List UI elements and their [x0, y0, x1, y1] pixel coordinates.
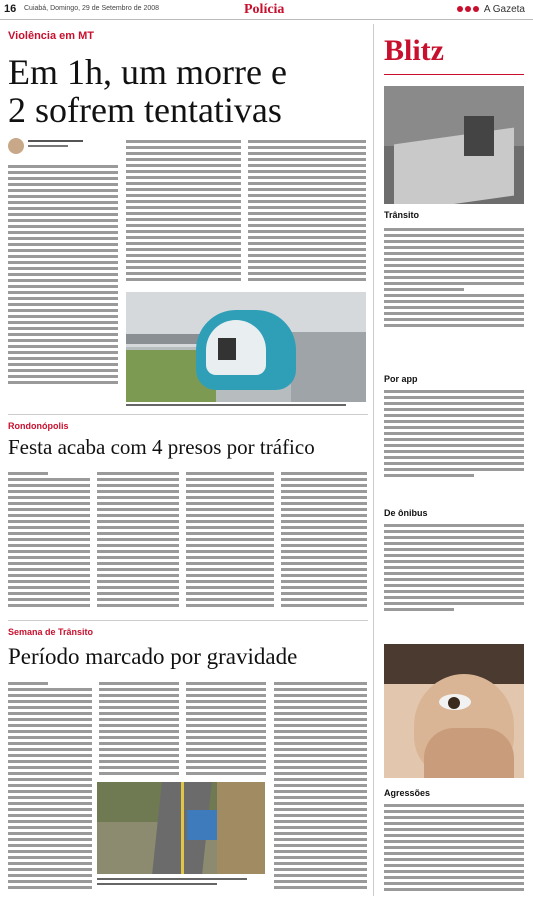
story3-kicker: Semana de Trânsito: [8, 627, 94, 637]
story1-headline-line1: Em 1h, um morre e: [8, 52, 287, 92]
story1-photo: [126, 292, 366, 402]
story1-byline: [28, 140, 108, 150]
sidebar-title-rule: [384, 74, 524, 75]
brand-logo-icon: [457, 4, 481, 15]
sidebar-sub2: Por app: [384, 374, 418, 384]
story1-col3: [248, 140, 366, 286]
story3-photo: [97, 782, 265, 874]
story1-caption: [126, 404, 366, 409]
sidebar-photo2: [384, 644, 524, 778]
story2-col1: [8, 472, 90, 612]
story2-col3: [186, 472, 274, 612]
page-header: [0, 0, 533, 20]
sidebar-sub3: De ônibus: [384, 508, 428, 518]
story3-col1: [8, 682, 92, 896]
story3-headline: Período marcado por gravidade: [8, 644, 298, 669]
rule2: [8, 620, 368, 621]
story3-caption: [97, 878, 265, 888]
story1-kicker: Violência em MT: [8, 30, 94, 42]
story1-headline-line2: 2 sofrem tentativas: [8, 89, 282, 130]
page-number: 16: [4, 3, 17, 15]
rule1: [8, 414, 368, 415]
sidebar-photo1: [384, 86, 524, 204]
section-name: Polícia: [244, 2, 285, 17]
sidebar-sub4: Agressões: [384, 788, 431, 798]
story2-col2: [97, 472, 179, 612]
sidebar-text2: [384, 390, 524, 492]
sidebar-sub1: Trânsito: [384, 210, 420, 220]
sidebar-text1: [384, 228, 524, 358]
brand-name: A Gazeta: [483, 4, 525, 15]
sidebar-text4: [384, 804, 524, 896]
story2-col4: [281, 472, 367, 612]
story1-col1: [8, 165, 118, 393]
story1-headline: [8, 54, 368, 130]
story2-headline: Festa acaba com 4 presos por tráfico: [8, 435, 315, 459]
column-divider: [373, 24, 374, 896]
sidebar-text3: [384, 524, 524, 626]
author-avatar: [8, 138, 24, 154]
brand: [457, 4, 525, 15]
dateline: Cuiabá, Domingo, 29 de Setembro de 2008: [24, 5, 160, 12]
story3-col3: [186, 682, 266, 778]
story3-col2: [99, 682, 179, 778]
story3-col4: [274, 682, 367, 896]
story2-kicker: Rondonópolis: [8, 421, 69, 431]
sidebar-title: Blitz: [384, 34, 444, 67]
story1-col2: [126, 140, 241, 286]
